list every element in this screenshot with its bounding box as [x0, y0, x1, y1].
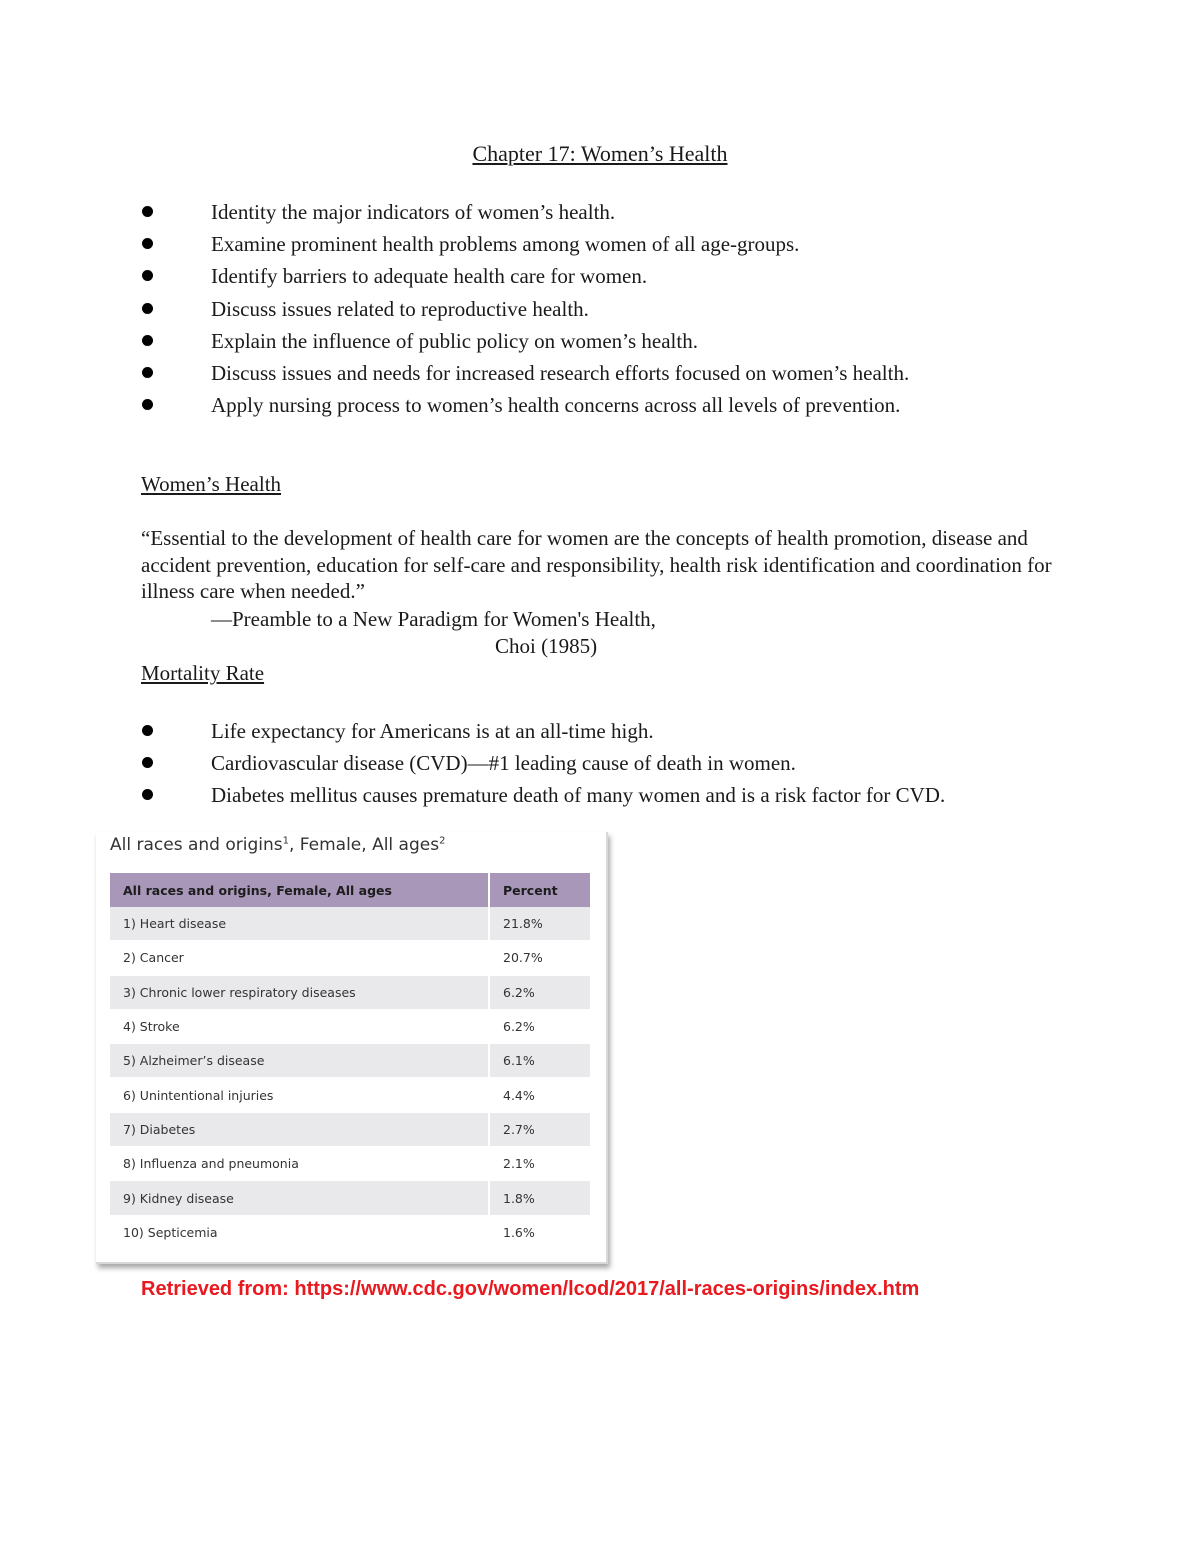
quote-attribution: —Preamble to a New Paradigm for Women's Health, [211, 607, 656, 631]
bullet-icon [142, 399, 153, 410]
table-row [110, 1215, 590, 1249]
caption-text-2: , Female, All ages [288, 835, 440, 855]
cause-cell: 7) Diabetes [110, 1112, 489, 1146]
bullet-icon [142, 725, 153, 736]
cause-cell: 10) Septicemia [110, 1215, 489, 1249]
list-item [140, 196, 909, 228]
caption-footnote-1: 1 [282, 835, 289, 847]
cause-cell: 1) Heart disease [110, 907, 489, 941]
leading-causes-table [110, 873, 590, 1250]
table-row [110, 1044, 590, 1078]
cause-cell: 5) Alzheimer’s disease [110, 1044, 489, 1078]
list-item-text: Cardiovascular disease (CVD)—#1 leading cause of death in women. [211, 751, 796, 776]
list-item [140, 228, 909, 260]
cause-cell: 8) Influenza and pneumonia [110, 1147, 489, 1181]
column-header-percent: Percent [489, 873, 590, 907]
percent-cell: 6.1% [489, 1044, 590, 1078]
list-item [140, 747, 945, 779]
page-title: Chapter 17: Women’s Health [472, 141, 728, 166]
source-citation: Retrieved from: https://www.cdc.gov/women/lcod/2017/all-races-origins/index.htm [141, 1278, 920, 1300]
cause-cell: 9) Kidney disease [110, 1181, 489, 1215]
list-item [140, 389, 909, 421]
caption-footnote-2: 2 [439, 835, 446, 847]
table-row [110, 907, 590, 941]
table-row [110, 1147, 590, 1181]
list-item-text: Explain the influence of public policy on women’s health. [211, 328, 698, 353]
list-item-text: Examine prominent health problems among women of all age-groups. [211, 232, 800, 257]
bullet-icon [142, 757, 153, 768]
list-item-text: Diabetes mellitus causes premature death of many women and is a risk factor for CVD. [211, 783, 946, 808]
table-row [110, 975, 590, 1009]
percent-cell: 2.7% [489, 1112, 590, 1146]
mortality-rate-heading: Mortality Rate [141, 661, 265, 685]
quote-attribution-author: Choi (1985) [495, 634, 598, 658]
caption-text: All races and origins [110, 835, 283, 855]
percent-cell: 2.1% [489, 1147, 590, 1181]
list-item-text: Apply nursing process to women’s health concerns across all levels of prevention. [211, 393, 901, 418]
percent-cell: 6.2% [489, 1009, 590, 1043]
cdc-table-image [96, 832, 608, 1264]
table-header-row [110, 873, 590, 907]
list-item-text: Discuss issues related to reproductive health. [211, 296, 589, 321]
table-row [110, 1181, 590, 1215]
list-item [140, 325, 909, 357]
percent-cell: 21.8% [489, 907, 590, 941]
list-item-text: Discuss issues and needs for increased research efforts focused on women’s health. [211, 360, 910, 385]
percent-cell: 4.4% [489, 1078, 590, 1112]
list-item [140, 357, 909, 389]
column-header-cause: All races and origins, Female, All ages [110, 873, 489, 907]
bullet-icon [142, 367, 153, 378]
bullet-icon [142, 789, 153, 800]
list-item [140, 293, 909, 325]
table-row [110, 941, 590, 975]
percent-cell: 20.7% [489, 941, 590, 975]
list-item-text: Identity the major indicators of women’s health. [211, 200, 616, 224]
percent-cell: 1.8% [489, 1181, 590, 1215]
list-item-text: Life expectancy for Americans is at an all-time high. [211, 719, 654, 743]
cause-cell: 6) Unintentional injuries [110, 1078, 489, 1112]
bullet-icon [142, 335, 153, 346]
preamble-quote: “Essential to the development of health care for women are the concepts of health promotion, disease and accident prevention, education for self-care and responsibility, health risk identification and coordination for illness care when needed.” [141, 526, 1052, 603]
table-row [110, 1078, 590, 1112]
list-item [140, 779, 945, 811]
bullet-icon [142, 238, 153, 249]
womens-health-heading: Women’s Health [141, 472, 282, 496]
percent-cell: 6.2% [489, 975, 590, 1009]
bullet-icon [142, 206, 153, 217]
list-item-text: Identify barriers to adequate health care for women. [211, 264, 648, 289]
table-row [110, 1112, 590, 1146]
objectives-list [140, 196, 909, 421]
cause-cell: 3) Chronic lower respiratory diseases [110, 975, 489, 1009]
cdc-table-caption [110, 835, 445, 855]
bullet-icon [142, 303, 153, 314]
cause-cell: 4) Stroke [110, 1009, 489, 1043]
mortality-list [140, 715, 945, 812]
list-item [140, 715, 945, 747]
percent-cell: 1.6% [489, 1215, 590, 1249]
cause-cell: 2) Cancer [110, 941, 489, 975]
table-row [110, 1009, 590, 1043]
list-item [140, 260, 909, 292]
bullet-icon [142, 270, 153, 281]
